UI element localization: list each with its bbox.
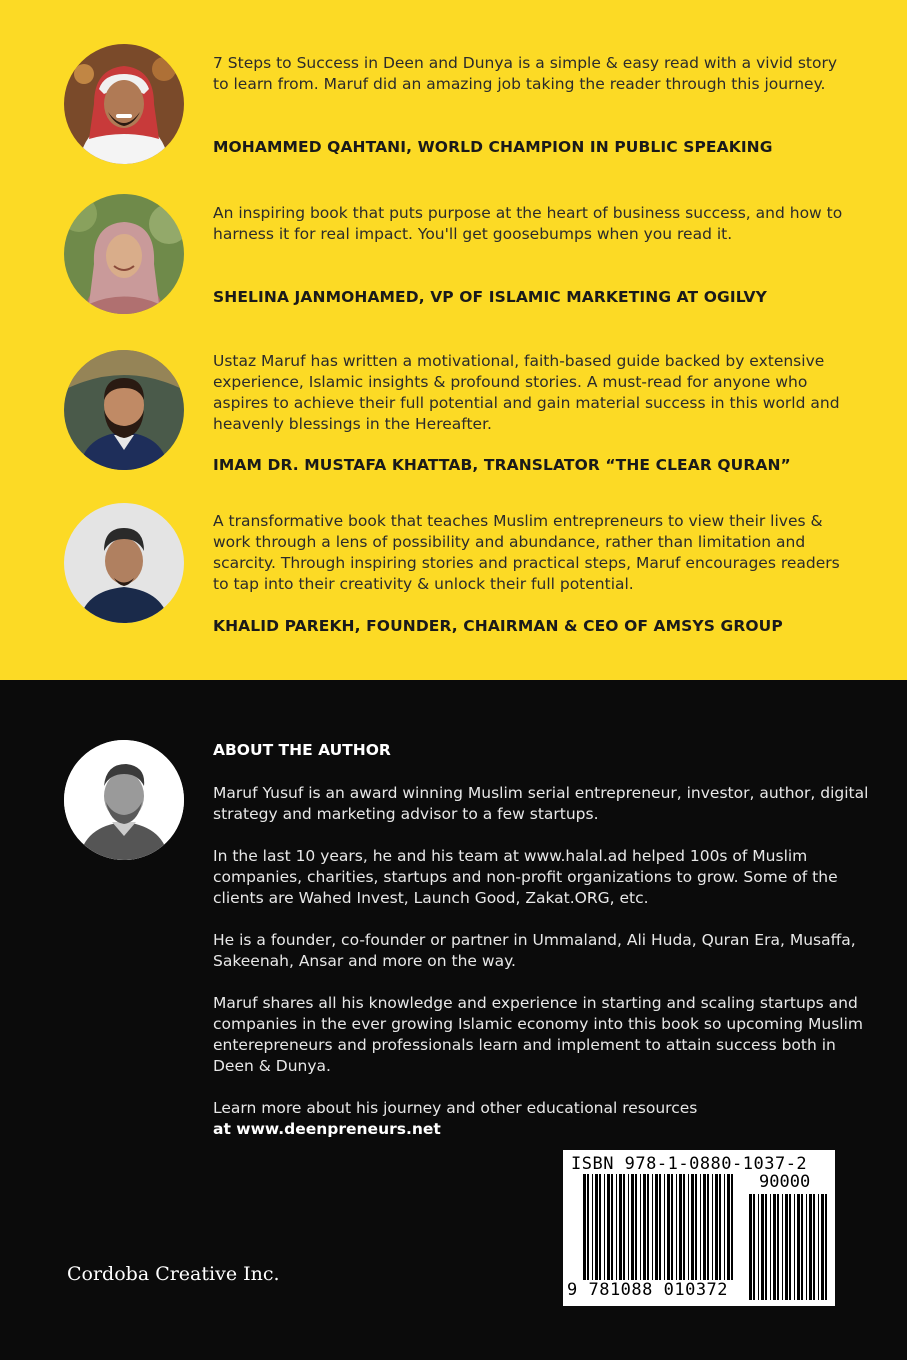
isbn-barcode: [563, 1150, 835, 1306]
about-author-heading: ABOUT THE AUTHOR: [213, 741, 391, 759]
isbn-number: ISBN 978-1-0880-1037-2: [571, 1154, 808, 1174]
avatar-mustafa-khattab: [64, 350, 184, 470]
testimonial-quote: A transformative book that teaches Muslim entrepreneurs to view their lives & work through a lens of possibility and abundance, rather than limitation and scarcity. Through inspiring stories and practical steps, Maruf encourages readers to tap into their creativity & unlock their full potential.: [213, 512, 840, 593]
website-link[interactable]: at www.deenpreneurs.net: [213, 1120, 441, 1138]
price-code: 90000: [759, 1172, 811, 1192]
about-paragraph: He is a founder, co-founder or partner in Ummaland, Ali Huda, Quran Era, Musaffa, Sakeenah, Ansar and more on the way.: [213, 931, 856, 970]
about-paragraph: In the last 10 years, he and his team at www.halal.ad helped 100s of Muslim companies, charities, startups and non-profit organizations to grow. Some of the clients are Wahed Invest, Launch Good, Zakat.ORG, etc.: [213, 847, 838, 907]
about-paragraph: Maruf shares all his knowledge and experience in starting and scaling startups and companies in the ever growing Islamic economy into this book so upcoming Muslim enterepreneurs and professionals learn and implement to attain success both in Deen & Dunya.: [213, 994, 864, 1075]
ean-number: 9 781088 010372: [567, 1280, 729, 1300]
avatar-mohammed-qahtani: [64, 44, 184, 164]
learn-more-text: Learn more about his journey and other educational resources: [213, 1099, 698, 1117]
about-paragraph: Maruf Yusuf is an award winning Muslim serial entrepreneur, investor, author, digital strategy and marketing advisor to a few startups.: [213, 784, 869, 823]
about-paragraph-website: [213, 1098, 873, 1140]
testimonial-author: IMAM DR. MUSTAFA KHATTAB, TRANSLATOR “THE CLEAR QURAN”: [213, 456, 791, 474]
testimonial-quote: 7 Steps to Success in Deen and Dunya is a simple & easy read with a vivid story to learn from. Maruf did an amazing job taking the reader through this journey.: [213, 54, 837, 93]
avatar-khalid-parekh: [64, 503, 184, 623]
publisher-name: Cordoba Creative Inc.: [67, 1263, 280, 1285]
author-photo: [64, 740, 184, 860]
testimonial-quote: An inspiring book that puts purpose at the heart of business success, and how to harness it for real impact. You'll get goosebumps when you read it.: [213, 204, 843, 243]
testimonial-author: KHALID PAREKH, FOUNDER, CHAIRMAN & CEO OF AMSYS GROUP: [213, 617, 783, 635]
barcode-bars-icon: [583, 1174, 733, 1280]
addon-barcode-bars-icon: [749, 1194, 829, 1300]
avatar-shelina-janmohamed: [64, 194, 184, 314]
testimonial-author: SHELINA JANMOHAMED, VP OF ISLAMIC MARKETING AT OGILVY: [213, 288, 767, 306]
testimonial-author: MOHAMMED QAHTANI, WORLD CHAMPION IN PUBLIC SPEAKING: [213, 138, 773, 156]
testimonial-quote: Ustaz Maruf has written a motivational, faith-based guide backed by extensive experience, Islamic insights & profound stories. A must-read for anyone who aspires to achieve their full potential and gain material success in this world and heavenly blessings in the Hereafter.: [213, 352, 840, 433]
